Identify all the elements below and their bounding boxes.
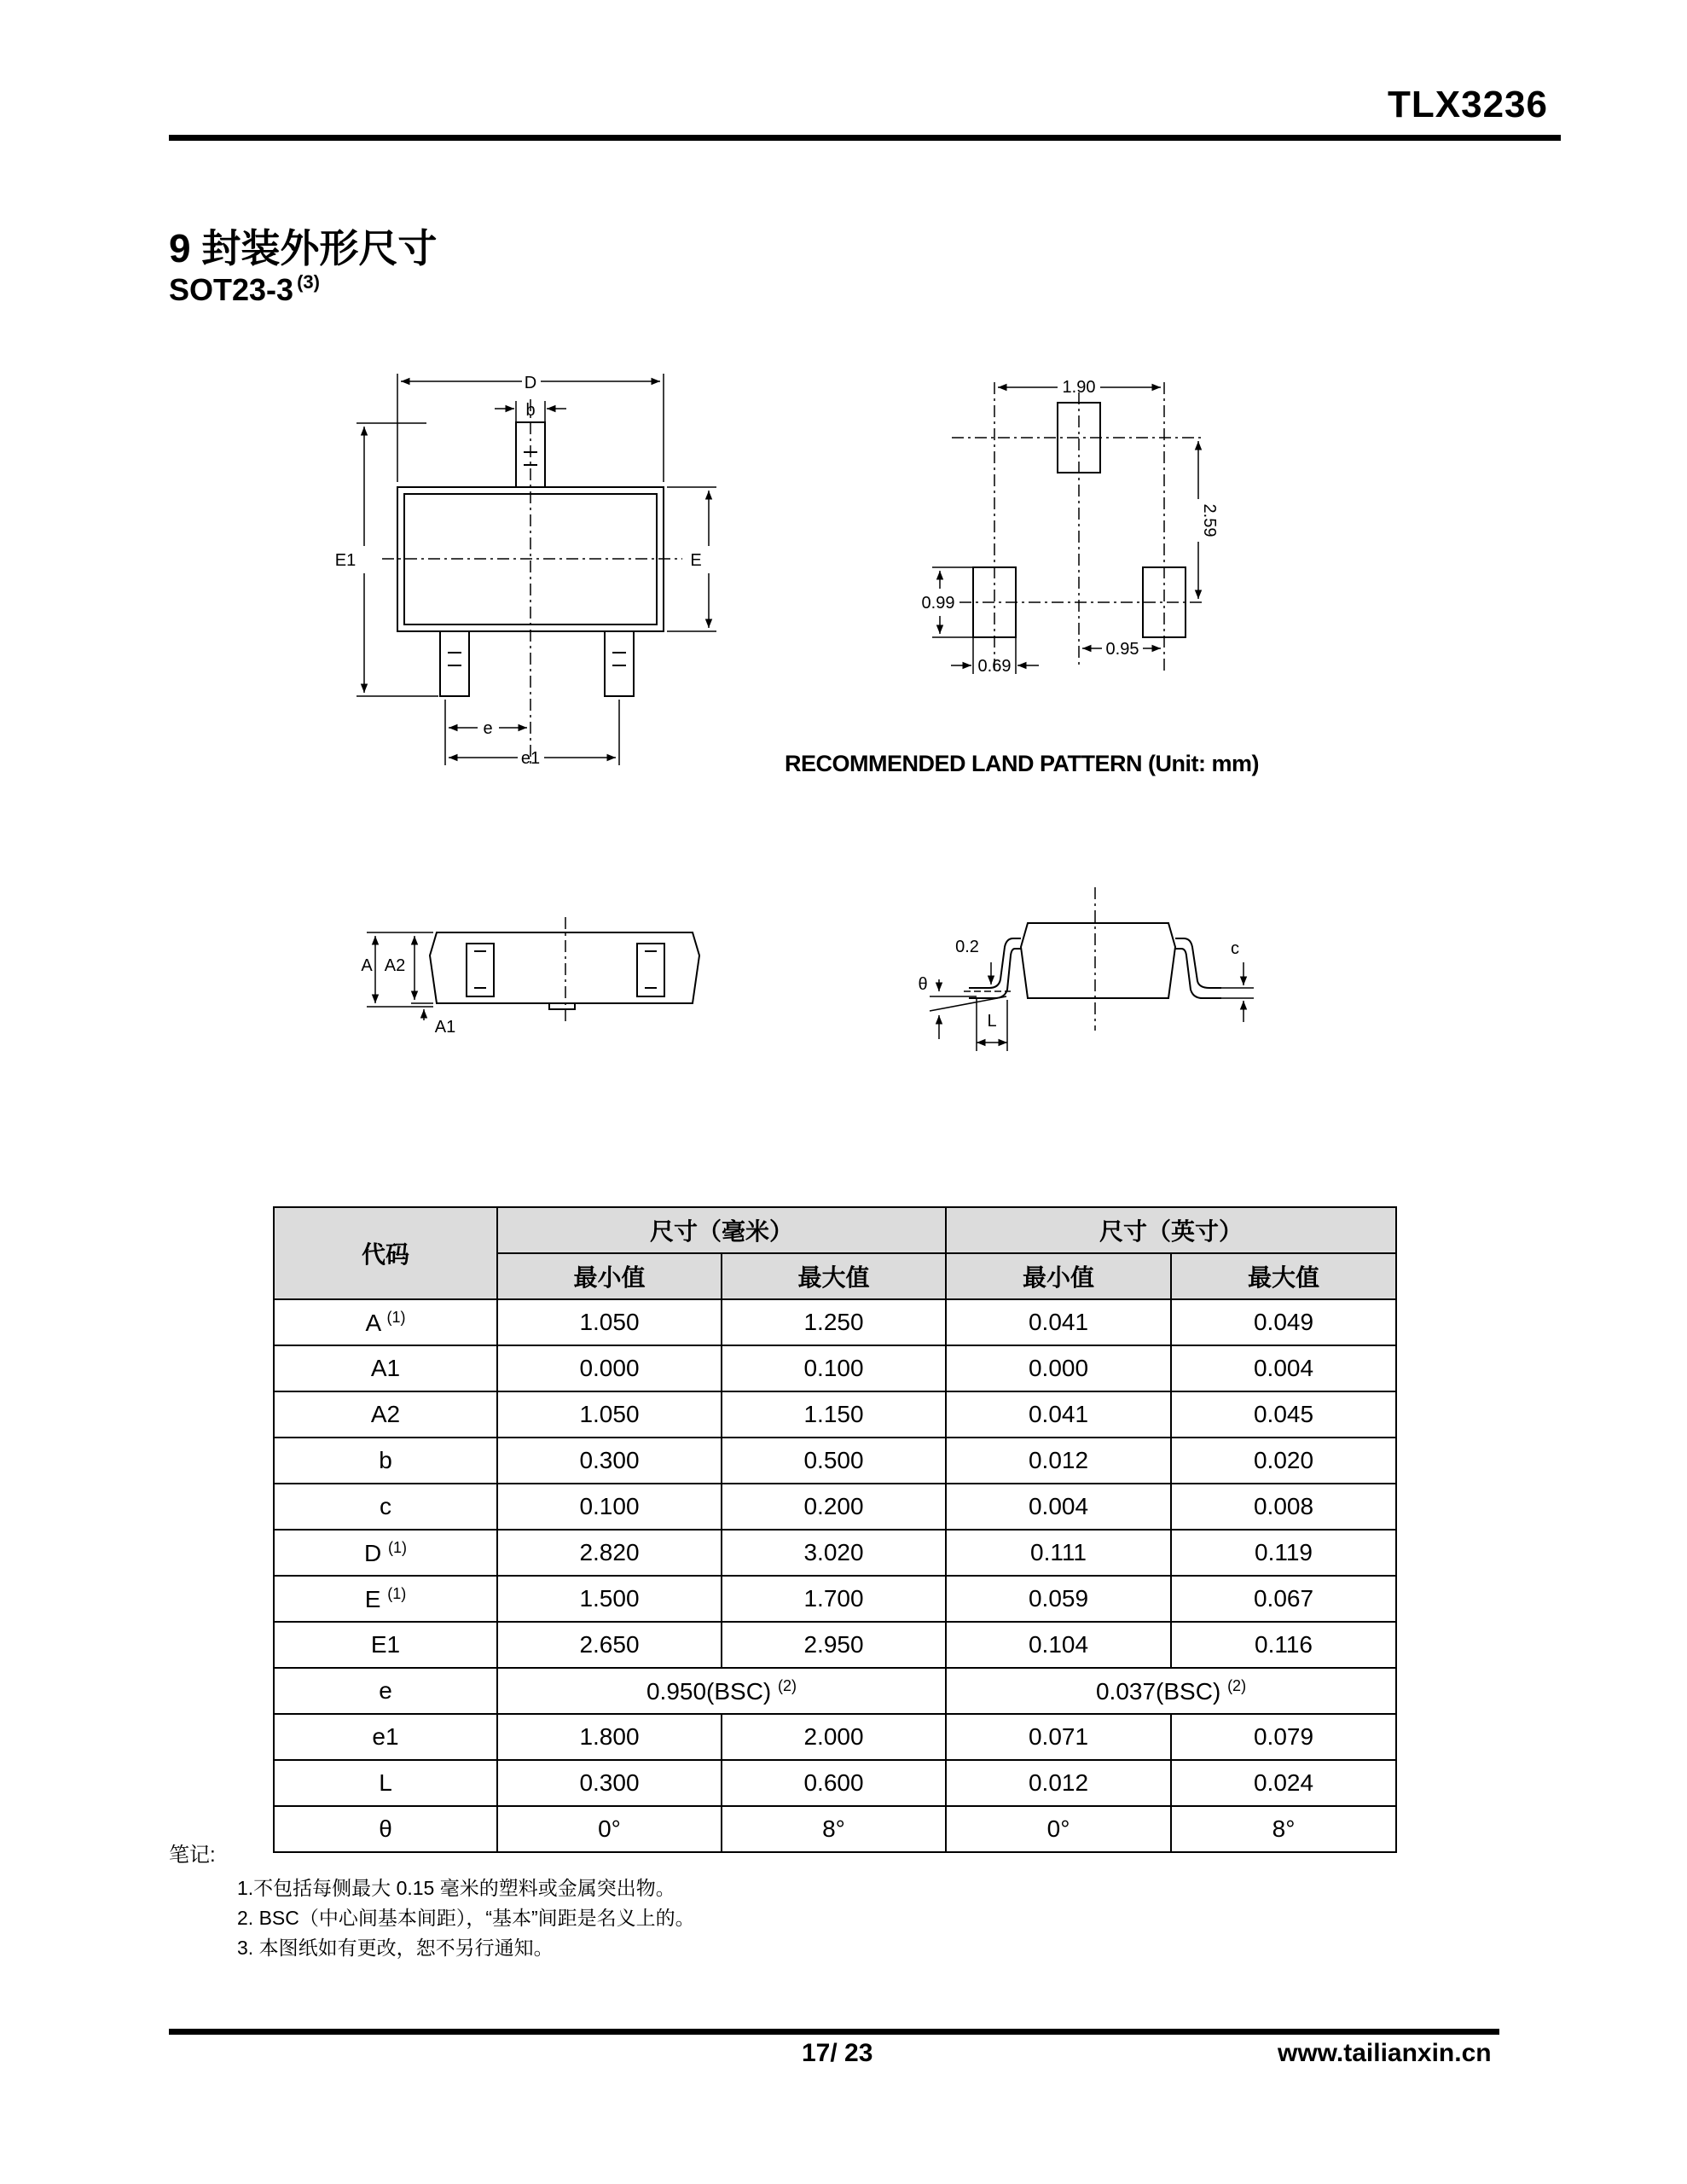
website-link[interactable]: www.tailianxin.cn bbox=[1278, 2039, 1492, 2067]
header-in-min: 最小值 bbox=[946, 1253, 1171, 1299]
cell-in-min: 0.059 bbox=[946, 1576, 1171, 1622]
cell-mm-min: 0° bbox=[497, 1806, 722, 1852]
cell-code: E $^{(1)}$ bbox=[274, 1576, 497, 1622]
notes-label: 笔记: bbox=[169, 1844, 216, 1867]
cell-in-max: 0.049 bbox=[1171, 1299, 1396, 1345]
cell-in-max: 0.079 bbox=[1171, 1714, 1396, 1760]
dim-label-theta: θ bbox=[918, 975, 928, 994]
cell-in-max: 0.020 bbox=[1171, 1438, 1396, 1484]
cell-in-min: 0.012 bbox=[946, 1438, 1171, 1484]
cell-in-max: 0.045 bbox=[1171, 1391, 1396, 1438]
dim-label-A1: A1 bbox=[434, 1018, 456, 1037]
cell-in-max: 0.004 bbox=[1171, 1345, 1396, 1391]
header-in-max: 最大值 bbox=[1171, 1253, 1396, 1299]
cell-mm-min: 0.300 bbox=[497, 1438, 722, 1484]
table-row bbox=[274, 1299, 1396, 1345]
table-row bbox=[274, 1806, 1396, 1852]
dim-label-A2: A2 bbox=[384, 956, 406, 975]
dim-label-b: b bbox=[525, 401, 536, 420]
cell-mm-max: 0.600 bbox=[722, 1760, 946, 1806]
cell-mm-min: 1.800 bbox=[497, 1714, 722, 1760]
table-row bbox=[274, 1484, 1396, 1530]
cell-mm-min: 1.050 bbox=[497, 1391, 722, 1438]
table-row bbox=[274, 1345, 1396, 1391]
lp-label-099: 0.99 bbox=[921, 594, 955, 613]
notes-list bbox=[237, 1873, 695, 1963]
dim-label-D: D bbox=[524, 374, 537, 392]
cell-code: E1 bbox=[274, 1622, 497, 1668]
document-title: TLX3236 bbox=[1388, 84, 1548, 125]
table-header-row bbox=[274, 1207, 1396, 1253]
cell-mm-min: 0.100 bbox=[497, 1484, 722, 1530]
table-row bbox=[274, 1668, 1396, 1714]
cell-code: b bbox=[274, 1438, 497, 1484]
cell-mm-max: 2.000 bbox=[722, 1714, 946, 1760]
cell-mm-min: 1.500 bbox=[497, 1576, 722, 1622]
cell-in-min: 0.104 bbox=[946, 1622, 1171, 1668]
cell-code: L bbox=[274, 1760, 497, 1806]
cell-in-max: 0.116 bbox=[1171, 1622, 1396, 1668]
top-view-drawing bbox=[357, 374, 716, 768]
table-row bbox=[274, 1438, 1396, 1484]
table-row bbox=[274, 1760, 1396, 1806]
dim-label-L: L bbox=[987, 1012, 997, 1031]
table-row bbox=[274, 1530, 1396, 1576]
end-view-drawing bbox=[930, 887, 1254, 1051]
package-label: SOT23-3 bbox=[169, 272, 294, 307]
cell-in-max: 0.008 bbox=[1171, 1484, 1396, 1530]
cell-mm-max: 2.950 bbox=[722, 1622, 946, 1668]
cell-mm-min: 2.820 bbox=[497, 1530, 722, 1576]
cell-in-max: 0.119 bbox=[1171, 1530, 1396, 1576]
header-mm-max: 最大值 bbox=[722, 1253, 946, 1299]
side-view-drawing bbox=[367, 917, 699, 1024]
cell-mm-max: 8° bbox=[722, 1806, 946, 1852]
table-row bbox=[274, 1622, 1396, 1668]
table-row bbox=[274, 1391, 1396, 1438]
cell-mm-min: 1.050 bbox=[497, 1299, 722, 1345]
cell-in-max: 0.067 bbox=[1171, 1576, 1396, 1622]
table-row bbox=[274, 1714, 1396, 1760]
package-ref: (3) bbox=[297, 271, 320, 293]
note-item: 3. 本图纸如有更改，恕不另行通知。 bbox=[237, 1937, 554, 1959]
dim-label-A: A bbox=[361, 956, 373, 975]
cell-mm-max: 0.500 bbox=[722, 1438, 946, 1484]
cell-in-max: 8° bbox=[1171, 1806, 1396, 1852]
cell-code: A2 bbox=[274, 1391, 497, 1438]
cell-mm-min: 2.650 bbox=[497, 1622, 722, 1668]
cell-code: A $^{(1)}$ bbox=[274, 1299, 497, 1345]
cell-code: e1 bbox=[274, 1714, 497, 1760]
note-item: 1.不包括每侧最大 0.15 毫米的塑料或金属突出物。 bbox=[237, 1877, 675, 1899]
cell-mm-min: 0.000 bbox=[497, 1345, 722, 1391]
footer-rule bbox=[169, 2029, 1499, 2035]
dim-label-gauge: 0.2 bbox=[955, 938, 979, 956]
dim-label-c: c bbox=[1231, 939, 1239, 958]
cell-in-min: 0.041 bbox=[946, 1391, 1171, 1438]
cell-in-bsc: 0.037(BSC) $^{(2)}$ bbox=[946, 1668, 1396, 1714]
header-code: 代码 bbox=[274, 1207, 497, 1299]
lp-label-259: 2.59 bbox=[1200, 503, 1219, 537]
cell-mm-bsc: 0.950(BSC) $^{(2)}$ bbox=[497, 1668, 946, 1714]
cell-mm-max: 3.020 bbox=[722, 1530, 946, 1576]
dim-label-e1: e1 bbox=[520, 749, 541, 768]
section-title: 9 封装外形尺寸 bbox=[169, 226, 438, 270]
dimension-table bbox=[273, 1206, 1397, 1853]
table-body bbox=[274, 1299, 1396, 1852]
cell-mm-max: 1.700 bbox=[722, 1576, 946, 1622]
cell-in-min: 0° bbox=[946, 1806, 1171, 1852]
cell-in-min: 0.111 bbox=[946, 1530, 1171, 1576]
header-mm-min: 最小值 bbox=[497, 1253, 722, 1299]
cell-in-min: 0.071 bbox=[946, 1714, 1171, 1760]
cell-code: D $^{(1)}$ bbox=[274, 1530, 497, 1576]
header-mm: 尺寸（毫米） bbox=[497, 1207, 946, 1253]
lp-label-190: 1.90 bbox=[1062, 378, 1096, 397]
lp-label-095: 0.95 bbox=[1105, 640, 1139, 659]
header-inch: 尺寸（英寸） bbox=[946, 1207, 1396, 1253]
cell-mm-max: 0.100 bbox=[722, 1345, 946, 1391]
land-pattern-drawing bbox=[932, 382, 1204, 674]
note-item: 2. BSC（中心间基本间距），“基本”间距是名义上的。 bbox=[237, 1907, 695, 1929]
cell-code: e bbox=[274, 1668, 497, 1714]
cell-in-min: 0.012 bbox=[946, 1760, 1171, 1806]
cell-in-min: 0.000 bbox=[946, 1345, 1171, 1391]
dim-label-E1: E1 bbox=[334, 551, 357, 570]
cell-mm-max: 0.200 bbox=[722, 1484, 946, 1530]
cell-in-min: 0.004 bbox=[946, 1484, 1171, 1530]
lp-label-069: 0.69 bbox=[977, 657, 1012, 676]
cell-mm-max: 1.250 bbox=[722, 1299, 946, 1345]
cell-in-min: 0.041 bbox=[946, 1299, 1171, 1345]
cell-mm-min: 0.300 bbox=[497, 1760, 722, 1806]
cell-code: A1 bbox=[274, 1345, 497, 1391]
dim-label-E: E bbox=[690, 551, 702, 570]
dim-label-e: e bbox=[483, 719, 493, 738]
cell-code: c bbox=[274, 1484, 497, 1530]
cell-code: θ bbox=[274, 1806, 497, 1852]
table-row bbox=[274, 1576, 1396, 1622]
cell-mm-max: 1.150 bbox=[722, 1391, 946, 1438]
land-pattern-caption: RECOMMENDED LAND PATTERN (Unit: mm) bbox=[785, 751, 1259, 776]
cell-in-max: 0.024 bbox=[1171, 1760, 1396, 1806]
page-number: 17/ 23 bbox=[802, 2039, 873, 2067]
